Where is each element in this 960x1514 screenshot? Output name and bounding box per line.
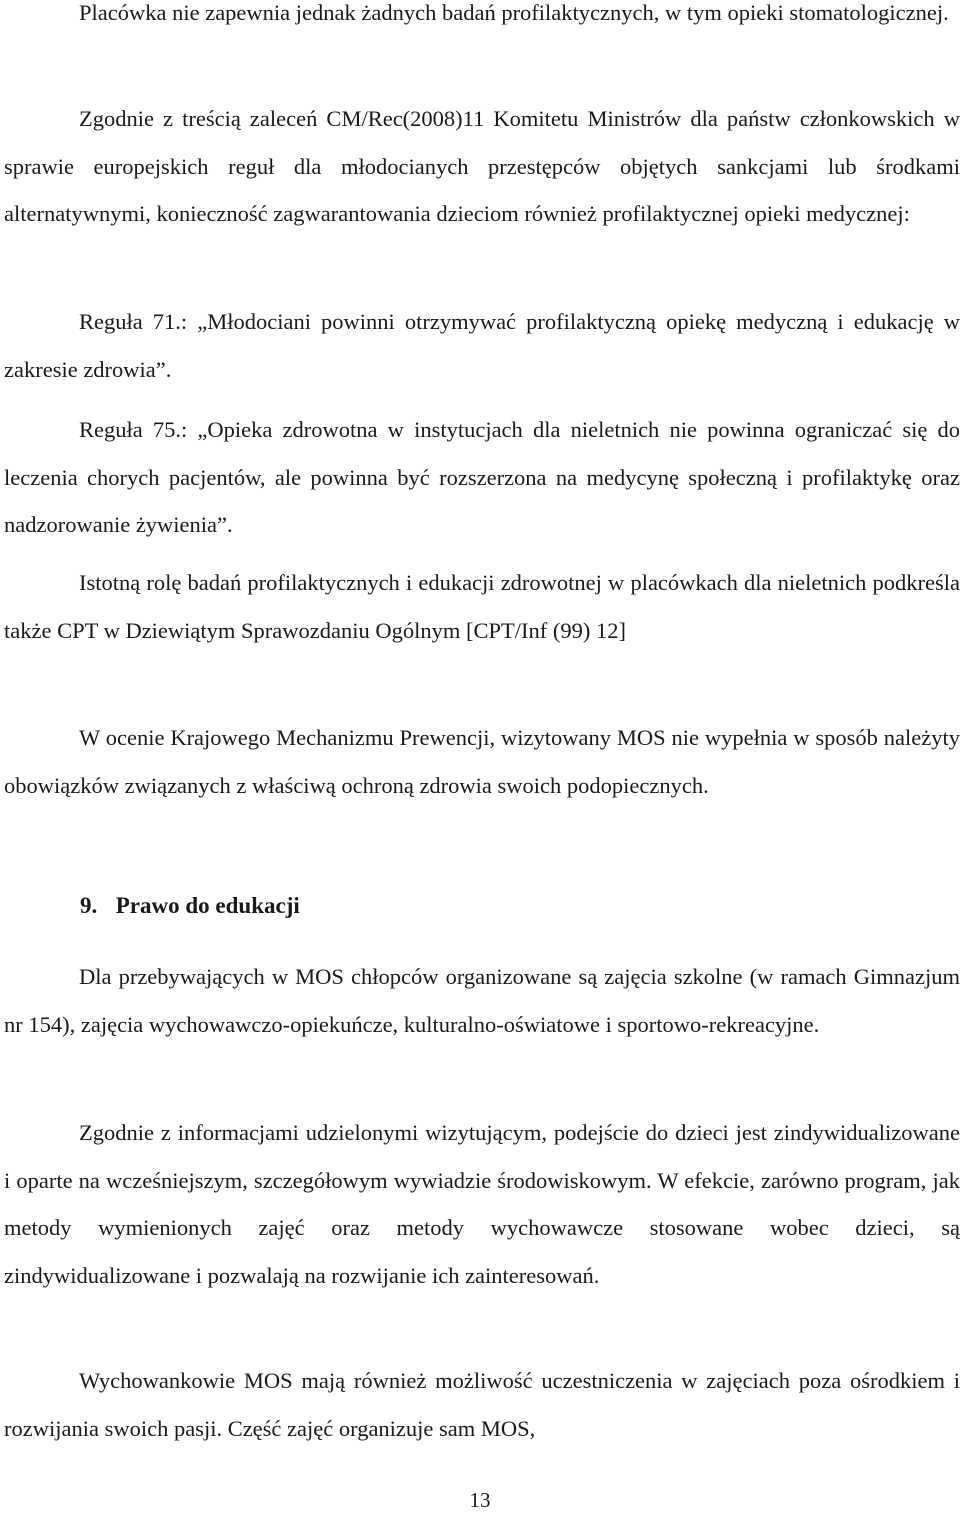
paragraph-individual-approach: Zgodnie z informacjami udzielonymi wizytującym, podejście do dzieci jest zindywidualizowane i oparte na wcześniejszym, szczegółowym wywiadzie środowiskowym. W efekcie, zarówno program, jak metody wymienionych zajęć oraz metody wychowawcze stosowane wobec dzieci, są zindywidualizowane i pozwalają na rozwijanie ich zainteresowań. [4,1120,960,1288]
paragraph-cpt-report: Istotną rolę badań profilaktycznych i edukacji zdrowotnej w placówkach dla nieletnich podkreśla także CPT w Dziewiątym Sprawozdaniu Ogólnym [CPT/Inf (99) 12] [4,570,960,643]
paragraph-npm-assessment: W ocenie Krajowego Mechanizmu Prewencji, wizytowany MOS nie wypełnia w sposób należyty obowiązków związanych z właściwą ochroną zdrowia swoich podopiecznych. [4,725,960,798]
section-number: 9. [80,893,98,918]
section-title: Prawo do edukacji [115,893,300,918]
paragraph-outside-activities: Wychowankowie MOS mają również możliwość uczestniczenia w zajęciach poza ośrodkiem i rozwijania swoich pasji. Część zajęć organizuje sam MOS, [4,1368,960,1441]
paragraph-no-preventive-exams: Placówka nie zapewnia jednak żadnych badań profilaktycznych, w tym opieki stomatologicznej. [79,0,949,25]
section-heading [80,882,300,930]
page-number: 13 [469,1488,491,1512]
paragraph-rule-75: Reguła 75.: „Opieka zdrowotna w instytucjach dla nieletnich nie powinna ograniczać się do leczenia chorych pacjentów, ale powinna być rozszerzona na medycynę społeczną i profilaktykę oraz nadzorowanie żywienia”. [4,417,960,537]
paragraph-cm-rec-recommendations: Zgodnie z treścią zaleceń CM/Rec(2008)11 Komitetu Ministrów dla państw członkowskich w sprawie europejskich reguł dla młodocianych przestępców objętych sankcjami lub środkami alternatywnymi, konieczność zagwarantowania dzieciom również profilaktycznej opieki medycznej: [4,106,960,226]
paragraph-school-activities: Dla przebywających w MOS chłopców organizowane są zajęcia szkolne (w ramach Gimnazjum nr 154), zajęcia wychowawczo-opiekuńcze, kulturalno-oświatowe i sportowo-rekreacyjne. [4,964,960,1037]
paragraph-rule-71: Reguła 71.: „Młodociani powinni otrzymywać profilaktyczną opiekę medyczną i edukację w zakresie zdrowia”. [4,309,960,382]
